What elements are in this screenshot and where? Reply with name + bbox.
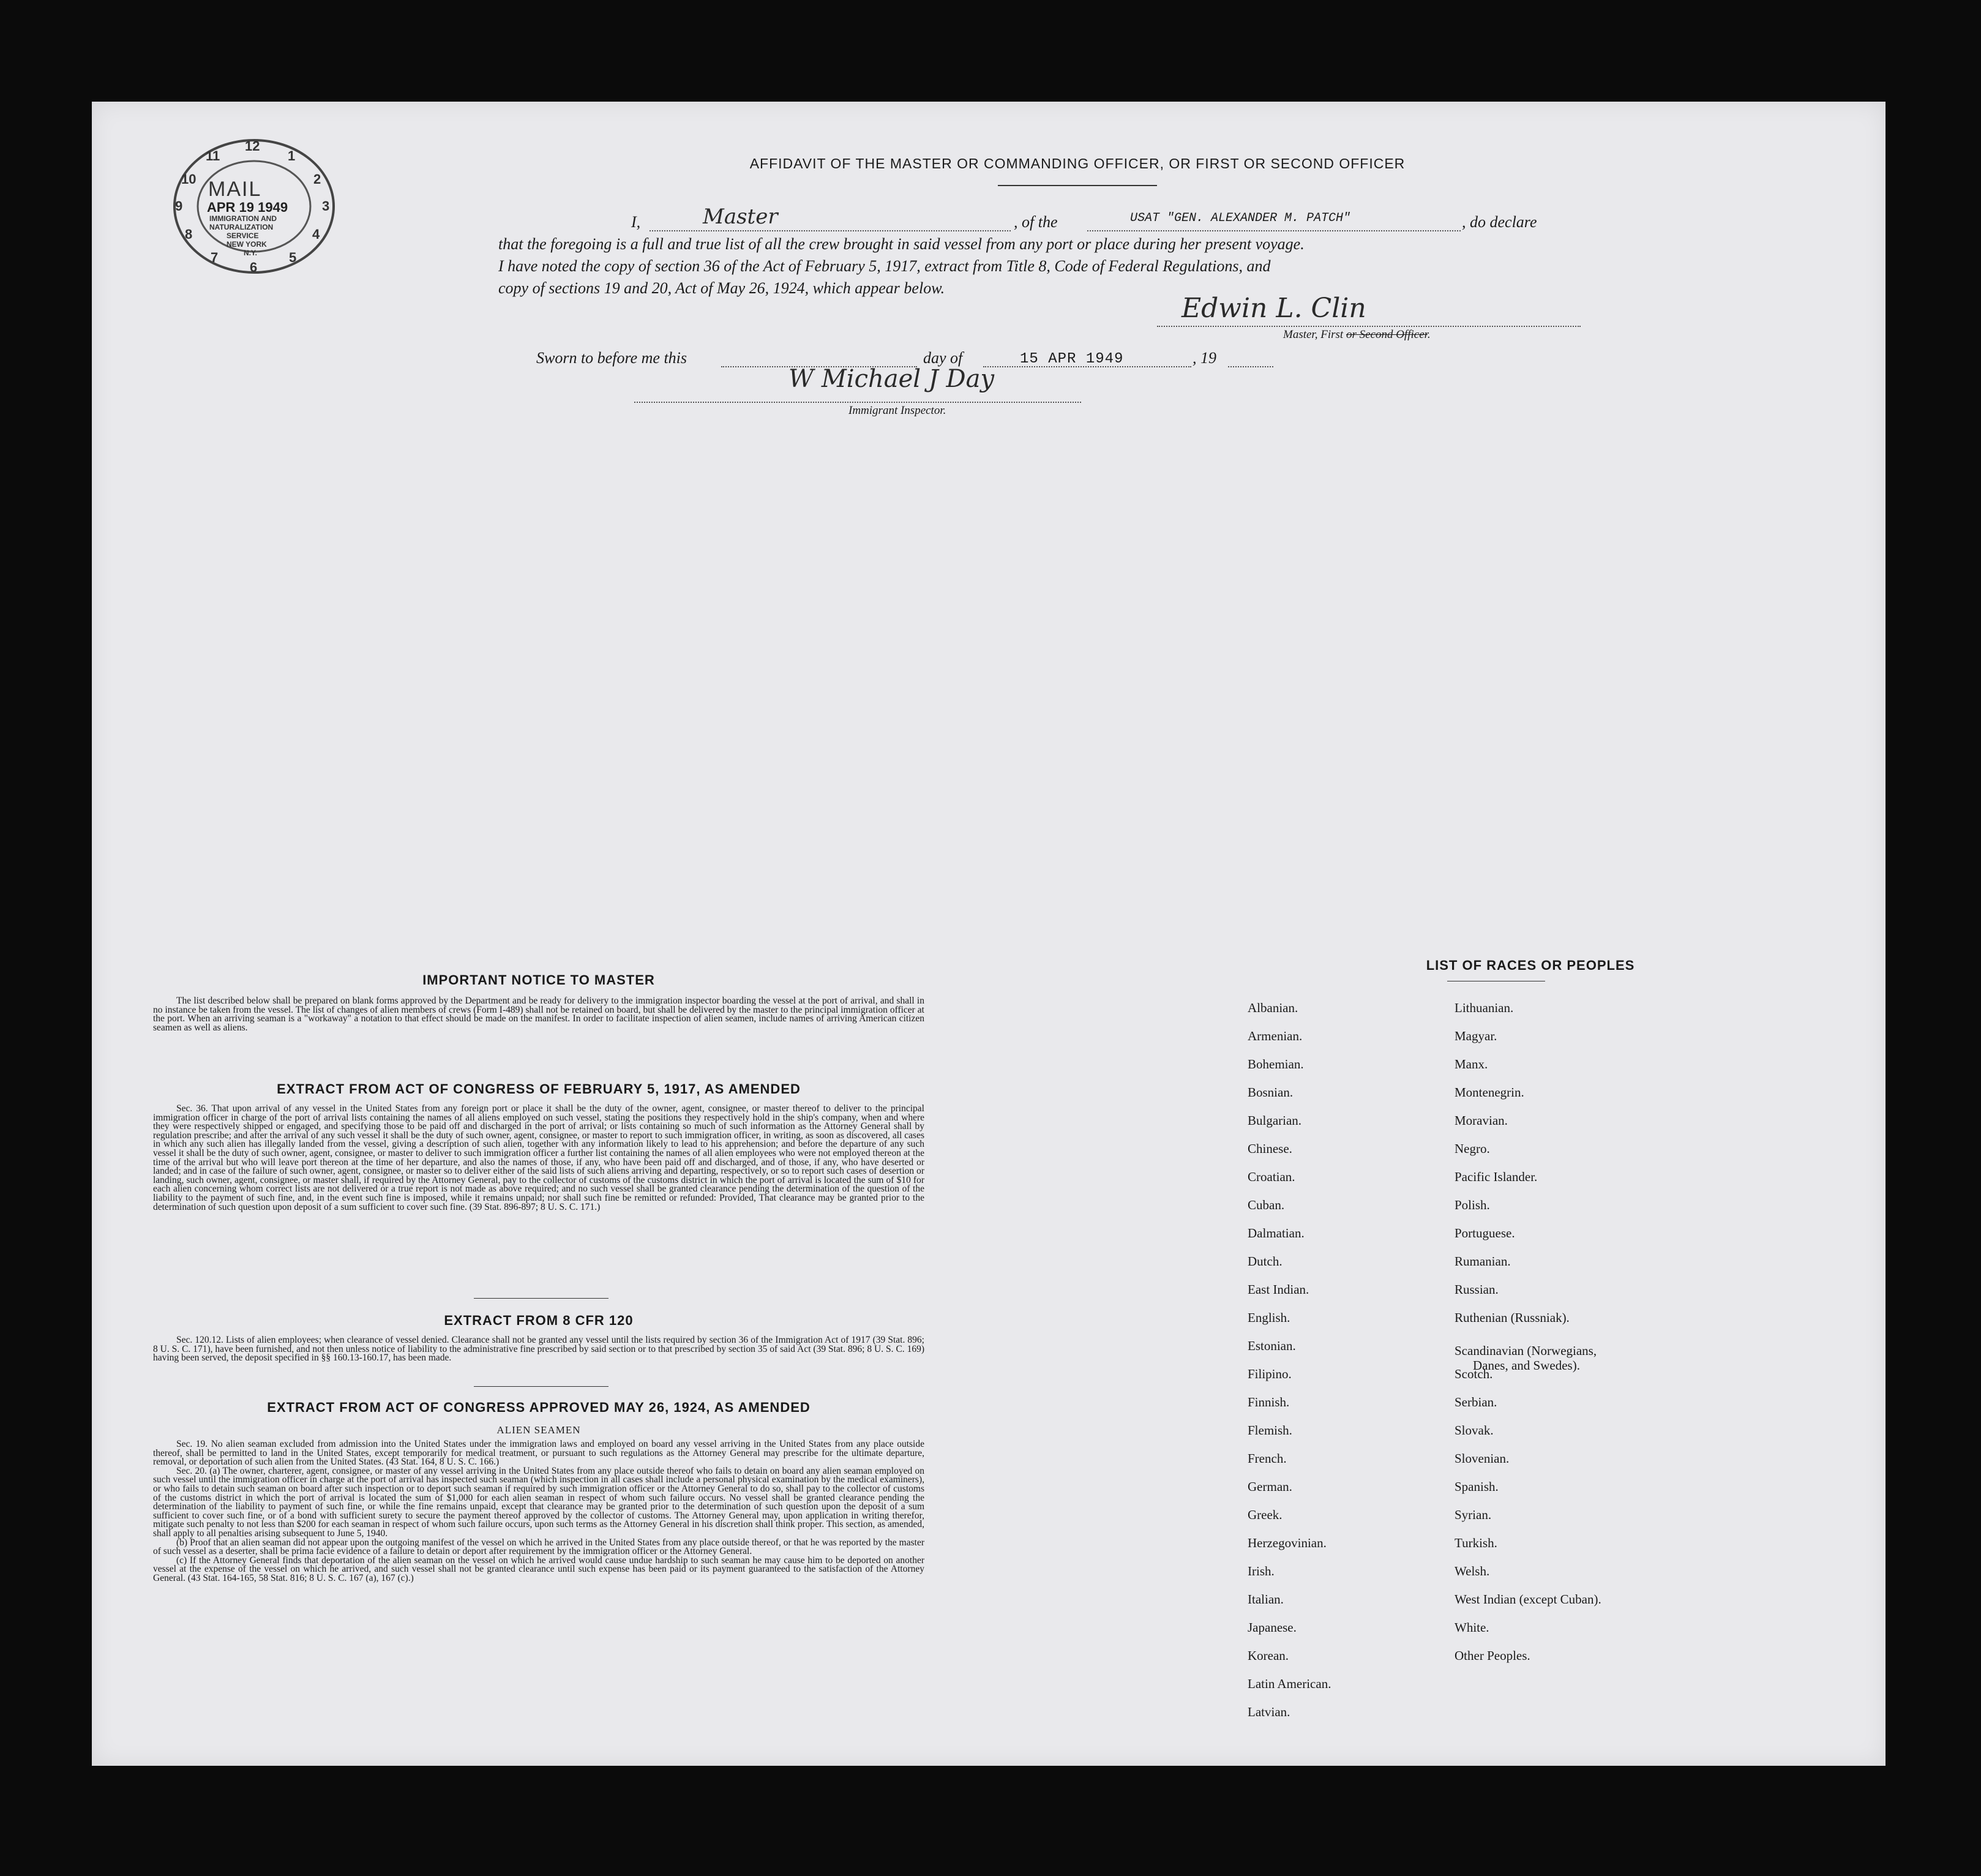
stamp-mail: MAIL [208,178,262,201]
race-item: French. [1248,1451,1287,1466]
year-fill [1228,347,1273,367]
race-item: Italian. [1248,1592,1284,1607]
race-item: Bohemian. [1248,1057,1304,1071]
svg-text:11: 11 [206,148,220,163]
svg-text:7: 7 [211,250,219,265]
declaration-line-2: that the foregoing is a full and true list of all the crew brought in said vessel from any port or place during her present voyage. [498,235,1305,253]
i-label: I, [631,213,641,231]
divider [474,1298,609,1299]
race-item: Turkish. [1455,1536,1497,1550]
stamp-line: N.Y. [244,249,258,257]
race-item: Serbian. [1455,1395,1497,1409]
affidavit-heading: AFFIDAVIT OF THE MASTER OR COMMANDING OFFICER, OR FIRST OR SECOND OFFICER [749,156,1406,171]
race-item: Finnish. [1248,1395,1290,1409]
race-item: Ruthenian (Russniak). [1455,1310,1570,1325]
svg-text:8: 8 [185,227,193,242]
stamp-line: SERVICE [227,231,259,240]
race-item: English. [1248,1310,1290,1325]
svg-text:5: 5 [289,250,297,265]
section-20b-paragraph: (b) Proof that an alien seaman did not appear upon the outgoing manifest of the vessel on which he arrived in the United States from any place outside thereof, or that he was reported by the master of such vessel as a deserter, shall be prima facie evidence of a failure to detain or deport after requirement by the immigration officer or the Attorney General. [153,1537,924,1557]
svg-text:9: 9 [175,198,183,214]
sworn-fill [721,347,917,367]
race-item: Latin American. [1248,1676,1331,1691]
stamp-line: NATURALIZATION [209,223,274,231]
race-item: Danes, and Swedes). [1473,1358,1580,1373]
race-item: Flemish. [1248,1423,1292,1438]
stamp-date: APR 19 1949 [207,200,288,215]
race-item: Estonian. [1248,1338,1296,1353]
sworn-date-stamp: 15 APR 1949 [1020,351,1124,367]
stamp-line: NEW YORK [227,240,267,249]
extract-1917-title: EXTRACT FROM ACT OF CONGRESS OF FEBRUARY 5, 1917, AS AMENDED [277,1081,801,1097]
of-the-label: , of the [1014,213,1058,231]
race-item: Syrian. [1455,1507,1492,1522]
extract-1924-title: EXTRACT FROM ACT OF CONGRESS APPROVED MAY 26, 1924, AS AMENDED [267,1400,811,1415]
race-item: Magyar. [1455,1029,1497,1043]
svg-text:2: 2 [313,171,321,187]
vessel-name: USAT "GEN. ALEXANDER M. PATCH" [1130,211,1351,225]
alien-seamen-subtitle: ALIEN SEAMEN [496,1424,581,1436]
inspector-caption: Immigrant Inspector. [848,404,946,417]
race-item: Welsh. [1455,1564,1490,1578]
svg-text:3: 3 [322,198,330,214]
race-item: Albanian. [1248,1000,1298,1015]
do-declare-label: , do declare [1462,213,1537,231]
race-item: Dalmatian. [1248,1226,1305,1240]
master-caption: Master, First or Second Officer. [1283,328,1431,341]
race-item: German. [1248,1479,1292,1494]
race-item: Armenian. [1248,1029,1303,1043]
notice-body [153,997,924,1032]
inspector-signature-line [634,402,1081,403]
race-item: Filipino. [1248,1367,1292,1381]
sworn-label: Sworn to before me this [536,349,687,367]
race-item: Montenegrin. [1455,1085,1524,1100]
race-item: Herzegovinian. [1248,1536,1327,1550]
race-item: Lithuanian. [1455,1000,1514,1015]
declaration-line-4: copy of sections 19 and 20, Act of May 26, 1924, which appear below. [498,279,945,297]
race-item: Slovak. [1455,1423,1494,1438]
divider [474,1386,609,1387]
race-item: Cuban. [1248,1198,1285,1212]
race-item: Pacific Islander. [1455,1169,1538,1184]
race-item: Negro. [1455,1141,1490,1156]
inspector-signature: W Michael J Day [788,365,995,393]
race-item: East Indian. [1248,1282,1309,1297]
race-item: Manx. [1455,1057,1488,1071]
extract-cfr-title: EXTRACT FROM 8 CFR 120 [444,1313,634,1328]
section-20c-paragraph: (c) If the Attorney General finds that deportation of the alien seaman on the vessel on which he arrived would cause undue hardship to such seaman he may cause him to be deported on another vessel at the expense of the vessel on which he arrived, and such vessel shall not be granted clearance until such expense has been paid or its payment guaranteed to the satisfaction of the Attorney General. (43 Stat. 164-165, 58 Stat. 816; 8 U. S. C. 167 (a), 167 (c).) [153,1555,924,1583]
section-36-paragraph: Sec. 36. That upon arrival of any vessel in the United States from any foreign port or place it shall be the duty of the owner, agent, consignee, or master thereof to deliver to the principal immigration officer in charge of the port of arrival lists containing the names of all aliens employed on such vessel, stating the positions they respectively hold in the ship's company, when and where they were respectively shipped or engaged, and specifying those to be paid off and discharged in the port of arrival; or lists containing so much of such information as the Attorney General shall by regulation prescribe; and after the arrival of any such vessel it shall be the duty of such owner, agent, consignee, or master to report to such immigration officer, in writing, as soon as discovered, all cases in which any such alien has illegally landed from the vessel, giving a description of such alien, together with any information likely to lead to his apprehension; and before the departure of any such vessel it shall be the duty of such owner, agent, consignee, or master to deliver to such immigration officer a further list containing the names of all alien employees who were not employed thereon at the time of the arrival but who will leave port thereon at the time of her departure, and also the names of those, if any, who have been paid off and discharged, and of those, if any, who have deserted or landed; and in case of the failure of such owner, agent, consignee, or master so to deliver either of the said lists of such aliens arriving and departing, respectively, or so to report such cases of desertion or landing, such owner, agent, consignee, or master shall, if required by the Attorney General, pay to the collector of customs of the customs district in which the port of arrival is located the sum of $10 for each alien concerning whom correct lists are not delivered or a true report is not made as above required; and no such vessel shall be granted clearance pending the determination of the question of the liability to the payment of such fine, and, in the event such fine is imposed, while it remains unpaid; nor shall such fine be remitted or refunded: Provided, That clearance may be granted prior to the determination of such question upon deposit of a sum sufficient to cover such fine. (39 Stat. 896-897; 8 U. S. C. 171.) [153,1103,924,1212]
race-item: Other Peoples. [1455,1648,1530,1663]
section-20a-paragraph: Sec. 20. (a) The owner, charterer, agent, consignee, or master of any vessel arriving in the United States from any place outside thereof who fails to detain on board any alien seaman employed on such vessel until the immigration officer in charge at the port of arrival has inspected such seaman (which inspection in all cases shall include a personal physical examination by the medical examiners), or who fails to detain such seaman on board after such inspection or to deport such seaman if required by such immigration officer or the Attorney General to do so, shall pay to the collector of customs of the customs district in which the port of arrival is located the sum of $1,000 for each alien seaman in respect of whom such failure occurs. No vessel shall be granted clearance pending the determination of the liability to payment of such fine, or while the fine remains unpaid, except that clearance may be granted prior to the determination of such question upon the deposit of a sum sufficient to cover such fine, or of a bond with sufficient surety to secure the payment thereof approved by the collector of customs. The Attorney General may, upon application in writing therefor, mitigate such penalty to not less than $200 for each seaman in respect of whom such failure occurs, upon such terms as the Attorney General in his discretion shall think proper. This section, as amended, shall apply to all penalties arising subsequent to June 5, 1940. [153,1465,924,1539]
extract-1917-body [153,1105,924,1212]
race-item: White. [1455,1620,1489,1635]
notice-title: IMPORTANT NOTICE TO MASTER [422,972,655,988]
race-item: Polish. [1455,1198,1490,1212]
officer-handwriting: Master [703,204,778,229]
svg-text:6: 6 [250,260,258,275]
race-item: Russian. [1455,1282,1499,1297]
svg-text:1: 1 [288,148,296,163]
race-item: Scotch. [1455,1367,1493,1381]
day-of-label: day of [923,349,963,367]
race-item: Croatian. [1248,1169,1295,1184]
svg-text:10: 10 [181,171,197,187]
race-item: Scandinavian (Norwegians, [1455,1343,1597,1358]
section-19-paragraph: Sec. 19. No alien seaman excluded from admission into the United States under the immigration laws and employed on board any vessel arriving in the United States from any place outside thereof, shall be permitted to land in the United States, except temporarily for medical treatment, or pursuant to such regulations as the Attorney General may prescribe for the ultimate departure, removal, or deportation of such alien from the United States. (43 Stat. 164, 8 U. S. C. 166.) [153,1439,924,1468]
race-item: Slovenian. [1455,1451,1510,1466]
race-item: Chinese. [1248,1141,1292,1156]
notice-paragraph: The list described below shall be prepared on blank forms approved by the Department and be ready for delivery to the immigration inspector boarding the vessel at the port of arrival, and shall in no instance be taken from the vessel. The list of changes of alien members of crews (Form I-489) shall not be retained on board, but shall be delivered by the master to the principal immigration officer at the port. When an arriving seaman is a "workaway" a notation to that effect should be made on the manifest. In order to facilitate inspection of alien seamen, include names of arriving American citizen seamen as well as aliens. [153,996,924,1033]
race-item: Portuguese. [1455,1226,1515,1240]
svg-text:12: 12 [245,138,260,154]
race-item: Japanese. [1248,1620,1297,1635]
master-signature: Edwin L. Clin [1181,293,1366,324]
section-120-paragraph: Sec. 120.12. Lists of alien employees; when clearance of vessel denied. Clearance shall not be granted any vessel until the lists required by section 36 of the Immigration Act of 1917 (39 Stat. 896; 8 U. S. C. 171), have been furnished, and not then unless notice of liability to the administrative fine prescribed by said section or to that prescribed by section 35 of said Act (39 Stat. 896; 8 U. S. C. 169) having been served, the deposit specified in §§ 160.13-160.17, has been made. [153,1335,924,1364]
master-signature-line [1157,326,1581,327]
race-item: Greek. [1248,1507,1283,1522]
races-title: LIST OF RACES OR PEOPLES [1426,958,1635,973]
document-page [92,102,1886,1766]
race-item: Latvian. [1248,1705,1290,1719]
race-item: Irish. [1248,1564,1275,1578]
race-item: Spanish. [1455,1479,1499,1494]
year-label: , 19 [1193,349,1216,367]
stamp-line: IMMIGRATION AND [209,214,277,223]
declaration-line-3: I have noted the copy of section 36 of the Act of February 5, 1917, extract from Title 8, Code of Federal Regulations, and [498,257,1271,275]
extract-1924-body [153,1440,924,1583]
race-item: Rumanian. [1455,1254,1511,1269]
svg-text:4: 4 [312,227,320,242]
divider [998,185,1157,186]
race-item: Dutch. [1248,1254,1283,1269]
race-item: Korean. [1248,1648,1289,1663]
race-item: Moravian. [1455,1113,1508,1128]
race-item: Bosnian. [1248,1085,1294,1100]
race-item: Bulgarian. [1248,1113,1302,1128]
extract-cfr-body [153,1336,924,1363]
race-item: West Indian (except Cuban). [1455,1592,1601,1607]
mail-stamp [171,136,337,277]
